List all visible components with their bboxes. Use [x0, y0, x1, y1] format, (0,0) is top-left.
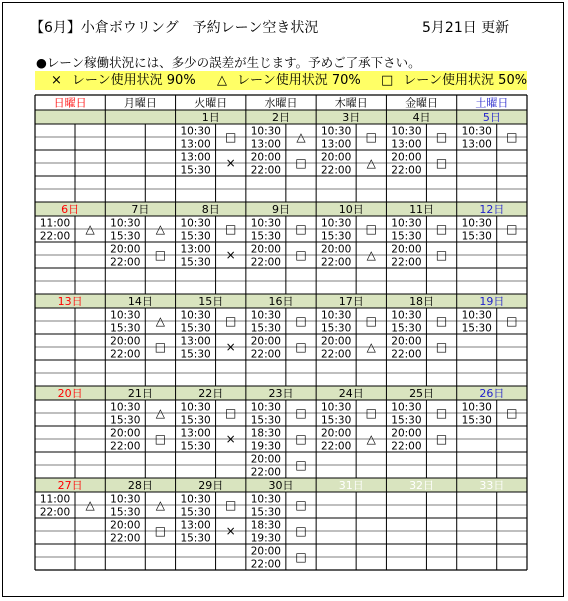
square-mark-icon: □ — [381, 73, 394, 88]
day-number: 15日 — [198, 295, 224, 308]
slot-start-time: 20:00 — [250, 243, 281, 256]
day-number: 7日 — [131, 203, 150, 216]
square-mark-icon: □ — [225, 406, 237, 420]
slot-end-time: 22:00 — [250, 256, 281, 269]
slot-start-time: 20:00 — [391, 151, 422, 164]
square-mark-icon: □ — [295, 248, 307, 262]
page-title: 【6月】小倉ボウリング 予約レーン空き状況 — [30, 20, 319, 36]
slot-start-time: 20:00 — [321, 427, 352, 440]
day-number: 25日 — [409, 387, 435, 400]
day-number: 19日 — [479, 295, 505, 308]
cross-mark-icon: × — [225, 248, 236, 262]
slot-end-time: 15:30 — [461, 230, 492, 243]
slot-end-time: 15:30 — [180, 322, 211, 335]
slot-start-time: 13:00 — [180, 151, 211, 164]
square-mark-icon: □ — [365, 406, 377, 420]
triangle-mark-icon: △ — [155, 314, 166, 328]
cross-mark-icon: × — [225, 524, 236, 538]
square-mark-icon: □ — [435, 340, 448, 354]
day-number: 6日 — [61, 203, 80, 216]
slot-start-time: 10:30 — [110, 309, 141, 322]
slot-end-time: 15:30 — [250, 414, 281, 427]
slot-end-time: 15:30 — [110, 506, 141, 519]
weekday-header: 火曜日 — [194, 96, 228, 110]
triangle-mark-icon: △ — [366, 248, 376, 262]
slot-start-time: 10:30 — [391, 217, 422, 230]
slot-start-time: 10:30 — [250, 217, 281, 230]
square-mark-icon: □ — [365, 222, 377, 236]
square-mark-icon: □ — [435, 432, 448, 446]
slot-start-time: 20:00 — [110, 335, 141, 348]
slot-end-time: 22:00 — [391, 256, 422, 269]
slot-start-time: 10:30 — [321, 309, 352, 322]
slot-start-time: 13:00 — [180, 519, 211, 532]
slot-start-time: 18:30 — [250, 519, 281, 532]
square-mark-icon: □ — [154, 432, 167, 446]
weekday-header: 月曜日 — [123, 96, 157, 110]
square-mark-icon: □ — [506, 314, 518, 328]
day-number: 33日 — [479, 479, 505, 492]
slot-end-time: 22:00 — [250, 466, 281, 479]
slot-start-time: 10:30 — [110, 217, 141, 230]
slot-end-time: 15:30 — [321, 322, 352, 335]
slot-end-time: 15:30 — [250, 322, 281, 335]
slot-start-time: 20:00 — [110, 243, 141, 256]
square-mark-icon: □ — [295, 340, 307, 354]
slot-start-time: 11:00 — [39, 493, 71, 506]
slot-end-time: 13:00 — [321, 138, 352, 151]
day-number: 12日 — [479, 203, 505, 216]
square-mark-icon: □ — [295, 458, 307, 472]
weekday-header: 土曜日 — [475, 96, 509, 110]
square-mark-icon: □ — [295, 498, 307, 512]
legend-label: レーン使用状況 70% — [237, 73, 361, 88]
slot-end-time: 15:30 — [180, 414, 211, 427]
square-mark-icon: □ — [225, 498, 237, 512]
square-mark-icon: □ — [295, 156, 307, 170]
slot-end-time: 15:30 — [180, 230, 211, 243]
slot-end-time: 15:30 — [391, 414, 422, 427]
slot-start-time: 10:30 — [321, 401, 352, 414]
day-number: 5日 — [482, 111, 501, 124]
slot-end-time: 13:00 — [180, 138, 211, 151]
square-mark-icon: □ — [435, 130, 448, 144]
slot-end-time: 15:30 — [180, 440, 211, 453]
square-mark-icon: □ — [365, 314, 377, 328]
slot-start-time: 10:30 — [461, 401, 492, 414]
slot-start-time: 10:30 — [180, 125, 211, 138]
slot-end-time: 22:00 — [110, 348, 141, 361]
slot-start-time: 10:30 — [110, 493, 141, 506]
slot-end-time: 15:30 — [391, 322, 422, 335]
day-number: 26日 — [479, 387, 505, 400]
slot-end-time: 15:30 — [180, 256, 211, 269]
triangle-mark-icon: △ — [366, 156, 376, 170]
day-number: 16日 — [268, 295, 294, 308]
square-mark-icon: □ — [154, 524, 167, 538]
cross-mark-icon: × — [225, 340, 236, 354]
slot-end-time: 19:30 — [250, 532, 281, 545]
slot-end-time: 22:00 — [110, 440, 141, 453]
slot-start-time: 13:00 — [180, 243, 211, 256]
slot-start-time: 20:00 — [110, 519, 141, 532]
day-number: 18日 — [409, 295, 435, 308]
triangle-mark-icon: △ — [155, 222, 166, 236]
day-number: 8日 — [201, 203, 220, 216]
slot-start-time: 18:30 — [250, 427, 281, 440]
slot-start-time: 20:00 — [391, 243, 422, 256]
day-number: 32日 — [409, 479, 435, 492]
legend-label: レーン使用状況 50% — [403, 73, 528, 88]
slot-end-time: 22:00 — [250, 558, 281, 571]
day-number: 23日 — [268, 387, 294, 400]
triangle-mark-icon: △ — [155, 406, 166, 420]
slot-end-time: 22:00 — [321, 348, 352, 361]
cross-mark-icon: × — [51, 73, 62, 88]
slot-start-time: 10:30 — [250, 401, 281, 414]
slot-start-time: 10:30 — [391, 125, 422, 138]
cross-mark-icon: × — [225, 432, 236, 446]
slot-end-time: 15:30 — [180, 506, 211, 519]
slot-start-time: 10:30 — [461, 309, 492, 322]
slot-end-time: 22:00 — [39, 506, 71, 519]
slot-end-time: 15:30 — [321, 230, 352, 243]
day-number: 21日 — [127, 387, 153, 400]
slot-end-time: 22:00 — [39, 230, 71, 243]
slot-end-time: 15:30 — [461, 322, 492, 335]
slot-end-time: 13:00 — [250, 138, 281, 151]
slot-start-time: 20:00 — [250, 545, 281, 558]
slot-start-time: 10:30 — [250, 493, 281, 506]
square-mark-icon: □ — [435, 156, 448, 170]
square-mark-icon: □ — [295, 406, 307, 420]
updated-date: 5月21日 更新 — [422, 20, 510, 36]
slot-end-time: 22:00 — [110, 256, 141, 269]
square-mark-icon: □ — [225, 222, 237, 236]
square-mark-icon: □ — [295, 432, 307, 446]
slot-end-time: 22:00 — [250, 164, 281, 177]
slot-start-time: 10:30 — [461, 125, 492, 138]
day-number: 22日 — [198, 387, 224, 400]
day-number: 13日 — [57, 295, 83, 308]
day-number: 17日 — [338, 295, 364, 308]
triangle-mark-icon: △ — [366, 432, 376, 446]
day-number: 11日 — [409, 203, 435, 216]
slot-start-time: 10:30 — [391, 401, 422, 414]
day-number: 28日 — [127, 479, 153, 492]
slot-end-time: 19:30 — [250, 440, 281, 453]
slot-start-time: 10:30 — [321, 217, 352, 230]
day-number: 14日 — [127, 295, 153, 308]
slot-start-time: 20:00 — [250, 453, 281, 466]
day-number: 1日 — [201, 111, 220, 124]
slot-end-time: 22:00 — [110, 532, 141, 545]
weekday-header: 金曜日 — [405, 96, 439, 110]
square-mark-icon: □ — [225, 130, 237, 144]
day-number: 3日 — [342, 111, 361, 124]
slot-end-time: 22:00 — [250, 348, 281, 361]
triangle-mark-icon: △ — [85, 498, 95, 512]
square-mark-icon: □ — [154, 340, 167, 354]
slot-end-time: 15:30 — [321, 414, 352, 427]
square-mark-icon: □ — [435, 248, 448, 262]
day-number: 31日 — [338, 479, 364, 492]
slot-start-time: 20:00 — [250, 151, 281, 164]
disclaimer-note: ●レーン稼働状況には、多少の誤差が生じます。予めご了承下さい。 — [36, 55, 421, 70]
slot-start-time: 20:00 — [110, 427, 141, 440]
slot-end-time: 15:30 — [250, 230, 281, 243]
slot-start-time: 10:30 — [461, 217, 492, 230]
legend-label: レーン使用状況 90% — [71, 73, 196, 88]
slot-end-time: 22:00 — [391, 164, 422, 177]
triangle-mark-icon: △ — [155, 498, 166, 512]
slot-start-time: 20:00 — [321, 243, 352, 256]
day-number: 2日 — [272, 111, 290, 124]
slot-end-time: 15:30 — [110, 230, 141, 243]
day-number: 27日 — [57, 479, 83, 492]
square-mark-icon: □ — [365, 130, 377, 144]
slot-start-time: 10:30 — [321, 125, 352, 138]
square-mark-icon: □ — [435, 314, 448, 328]
slot-end-time: 22:00 — [391, 440, 422, 453]
slot-end-time: 22:00 — [391, 348, 422, 361]
square-mark-icon: □ — [225, 314, 237, 328]
slot-start-time: 10:30 — [180, 309, 211, 322]
slot-start-time: 20:00 — [391, 335, 422, 348]
square-mark-icon: □ — [295, 314, 307, 328]
slot-end-time: 15:30 — [180, 532, 211, 545]
day-number: 20日 — [57, 387, 83, 400]
day-number: 9日 — [272, 203, 290, 216]
slot-start-time: 10:30 — [180, 401, 211, 414]
square-mark-icon: □ — [295, 524, 307, 538]
slot-end-time: 15:30 — [391, 230, 422, 243]
weekday-header: 日曜日 — [53, 96, 87, 110]
slot-start-time: 13:00 — [180, 335, 211, 348]
day-number: 30日 — [268, 479, 294, 492]
square-mark-icon: □ — [154, 248, 167, 262]
slot-end-time: 15:30 — [110, 414, 141, 427]
slot-start-time: 10:30 — [180, 217, 211, 230]
slot-start-time: 11:00 — [39, 217, 71, 230]
slot-end-time: 22:00 — [321, 164, 352, 177]
day-number: 29日 — [198, 479, 224, 492]
square-mark-icon: □ — [435, 406, 448, 420]
slot-end-time: 15:30 — [180, 348, 211, 361]
slot-start-time: 10:30 — [250, 125, 281, 138]
slot-end-time: 15:30 — [180, 164, 211, 177]
slot-end-time: 15:30 — [250, 506, 281, 519]
square-mark-icon: □ — [295, 550, 307, 564]
day-number: 4日 — [412, 111, 431, 124]
day-number: 24日 — [338, 387, 364, 400]
slot-start-time: 10:30 — [180, 493, 211, 506]
triangle-mark-icon: △ — [296, 130, 306, 144]
slot-end-time: 15:30 — [110, 322, 141, 335]
slot-start-time: 20:00 — [391, 427, 422, 440]
slot-start-time: 13:00 — [180, 427, 211, 440]
slot-start-time: 10:30 — [391, 309, 422, 322]
slot-end-time: 13:00 — [391, 138, 422, 151]
slot-start-time: 20:00 — [250, 335, 281, 348]
slot-start-time: 20:00 — [321, 335, 352, 348]
slot-end-time: 22:00 — [321, 440, 352, 453]
square-mark-icon: □ — [295, 222, 307, 236]
cross-mark-icon: × — [225, 156, 236, 170]
day-number: 10日 — [338, 203, 364, 216]
slot-start-time: 10:30 — [250, 309, 281, 322]
square-mark-icon: □ — [435, 222, 448, 236]
weekday-header: 水曜日 — [264, 96, 298, 110]
square-mark-icon: □ — [506, 222, 518, 236]
weekday-header: 木曜日 — [334, 96, 368, 110]
square-mark-icon: □ — [506, 130, 518, 144]
slot-start-time: 10:30 — [110, 401, 141, 414]
triangle-mark-icon: △ — [366, 340, 376, 354]
slot-end-time: 15:30 — [461, 414, 492, 427]
triangle-mark-icon: △ — [217, 73, 227, 88]
slot-start-time: 20:00 — [321, 151, 352, 164]
square-mark-icon: □ — [506, 406, 518, 420]
slot-end-time: 13:00 — [461, 138, 492, 151]
slot-end-time: 22:00 — [321, 256, 352, 269]
triangle-mark-icon: △ — [85, 222, 95, 236]
